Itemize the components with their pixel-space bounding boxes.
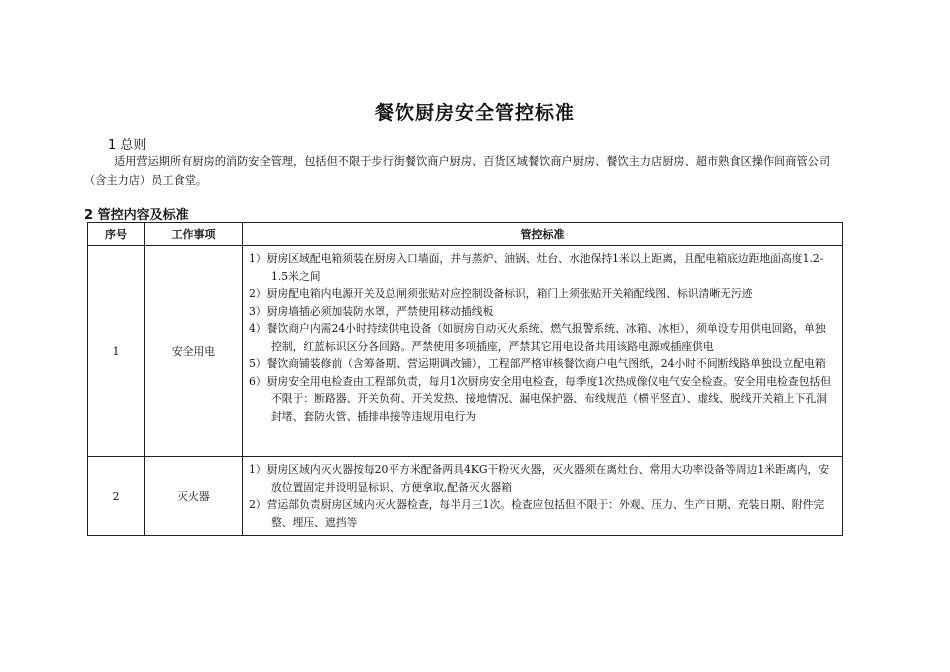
standard-item: 3）厨房墙插必须加装防水罩，严禁使用移动插线板 [249,304,494,318]
standard-item: 2）营运部负责厨房区域内灭火器检查，每半月三1次。检查应包括但不限于：外观、压力、生产日期、充装日期、附件完整、埋压、遮挡等 [249,498,825,529]
row-item: 安全用电 [145,246,243,457]
section-2-heading: 2 管控内容及标准 [84,208,189,223]
section-1-paragraph [84,152,844,190]
table-row [88,457,843,536]
table-header-row [88,223,843,246]
header-no: 序号 [88,223,145,246]
header-item: 工作事项 [145,223,243,246]
table-row [88,246,843,457]
row-standards [243,457,843,536]
control-standards-table [87,222,843,536]
row-standards [243,246,843,457]
row-item: 灭火器 [145,457,243,536]
section-1-text: 适用营运期所有厨房的消防安全管理，包括但不限于步行街餐饮商户厨房、百货区域餐饮商户厨房、餐饮主力店厨房、超市熟食区操作间商管公司（含主力店）员工食堂。 [84,155,831,187]
standard-item: 4）餐饮商户内需24小时持续供电设备（如厨房自动灭火系统、燃气报警系统、冰箱、冰柜），须单设专用供电回路，单独控制，红蓝标识区分各回路。严禁使用多项插座，严禁其它用电设备共用该路电源或插座供电 [249,322,826,353]
section-1-heading: 1 总则 [108,138,147,153]
standard-item: 1）厨房区域配电箱须装在厨房入口墙面，并与蒸炉、油锅、灶台、水池保持1米以上距离，且配电箱底边距地面高度1.2-1.5米之间 [249,252,824,283]
standard-item: 6）厨房安全用电检查由工程部负责，每月1次厨房安全用电检查，每季度1次热成像仪电气安全检查。安全用电检查包括但不限于：断路器、开关负荷、开关发热、接地情况、漏电保护器、布线规范（横平竖直）、虚线、脱线开关箱上下孔洞封堵、套防火管、插排串接等违规用电行为 [249,374,832,423]
standard-item: 1）厨房区域内灭火器按每20平方米配备两具4KG干粉灭火器，灭火器须在离灶台、常用大功率设备等周边1米距离内，安放位置固定并设明显标识、方便拿取,配备灭火器箱 [249,463,830,494]
document-title: 餐饮厨房安全管控标准 [374,102,575,124]
header-standard: 管控标准 [243,223,843,246]
row-no: 1 [88,246,145,457]
standard-item: 2）厨房配电箱内电源开关及总闸须张贴对应控制设备标识，箱门上须张贴开关箱配线图、标识清晰无污迹 [249,287,753,300]
standard-item: 5）餐饮商铺装修前（含筹备期、营运期调改铺），工程部严格审核餐饮商户电气图纸，24小时不间断线路单独设立配电箱 [249,357,826,370]
row-no: 2 [88,457,145,536]
